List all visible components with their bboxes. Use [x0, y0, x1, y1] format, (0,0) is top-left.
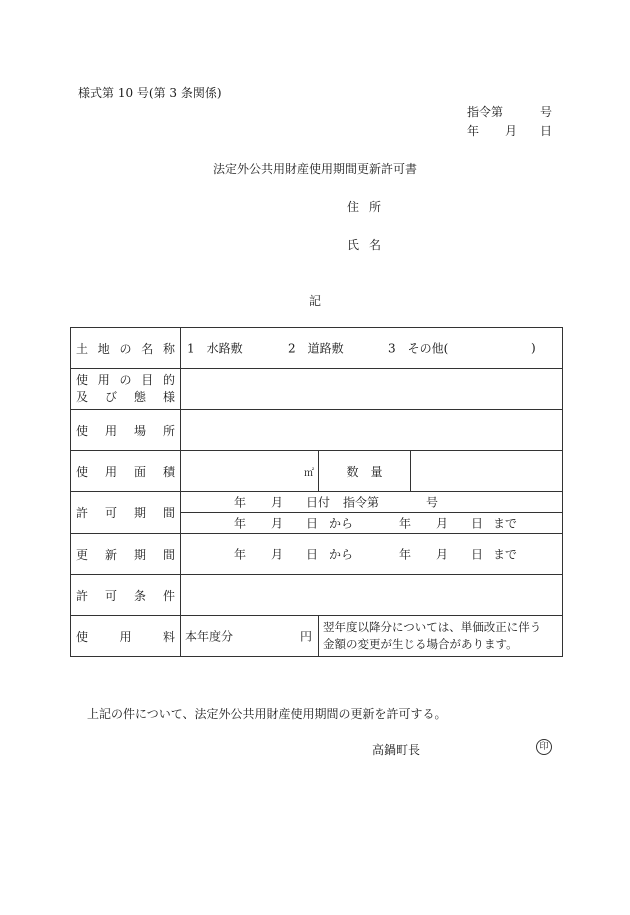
rp-from: から — [329, 547, 354, 562]
renewal-period-label — [76, 546, 175, 563]
land-name-row — [71, 328, 563, 369]
rp-from-month: 月 — [271, 547, 284, 562]
label-char: 所 — [162, 423, 175, 438]
label-char: 名 — [141, 341, 154, 356]
pp-year: 年 — [234, 495, 247, 510]
label-char: 面 — [133, 464, 146, 479]
label-char: 用 — [119, 629, 132, 644]
label-char: 用 — [104, 423, 117, 438]
pp-from: から — [329, 516, 354, 531]
label-char: 使 — [76, 464, 89, 479]
pp-to-month: 月 — [436, 516, 449, 531]
rp-to-month: 月 — [436, 547, 449, 562]
label-char: 件 — [162, 588, 175, 603]
pp-from-day: 日 — [306, 516, 319, 531]
purpose-value — [181, 369, 563, 410]
form-number: 様式第 10 号(第 3 条関係) — [78, 86, 222, 100]
label-char: 料 — [162, 629, 175, 644]
ki-heading: 記 — [309, 294, 322, 308]
rp-until: まで — [493, 547, 518, 562]
rp-from-day: 日 — [306, 547, 319, 562]
name-label: 氏名 — [347, 238, 392, 252]
pp-order: 指令第 — [343, 495, 380, 510]
label-char: 及 — [76, 390, 89, 404]
order-prefix: 指令第 — [467, 105, 504, 119]
label-char: 使 — [76, 373, 89, 387]
conditions-label — [76, 587, 175, 604]
land-name-label — [76, 340, 175, 357]
quantity-value — [411, 451, 563, 492]
land-option-road: 2 道路敷 — [288, 341, 344, 356]
permit-details-table — [70, 327, 563, 657]
rp-to-day: 日 — [471, 547, 484, 562]
land-type-options — [181, 328, 563, 369]
year-label: 年 — [467, 124, 480, 138]
pp-month: 月 — [271, 495, 284, 510]
fee-yen: 円 — [299, 629, 312, 644]
land-option-other: 3 その他( — [388, 341, 449, 356]
area-label — [76, 463, 175, 480]
address-label: 住所 — [347, 200, 392, 214]
label-char: 的 — [162, 373, 175, 387]
renewal-period-row — [71, 534, 563, 575]
location-row — [71, 410, 563, 451]
quantity-label: 数 量 — [319, 451, 411, 492]
fee-this-year — [181, 616, 319, 657]
label-char: 場 — [133, 423, 146, 438]
land-option-waterway: 1 水路敷 — [187, 341, 243, 356]
order-number-line — [467, 103, 553, 120]
order-suffix: 号 — [540, 105, 553, 119]
pp-to-day: 日 — [471, 516, 484, 531]
label-char: 土 — [76, 341, 89, 356]
label-char: 積 — [162, 464, 175, 479]
location-label — [76, 422, 175, 439]
label-char: 使 — [76, 423, 89, 438]
day-label: 日 — [540, 124, 553, 138]
permit-period-range — [181, 513, 563, 534]
label-char: 期 — [133, 547, 146, 562]
label-char: 称 — [162, 341, 175, 356]
pp-from-month: 月 — [271, 516, 284, 531]
fee-note — [319, 616, 563, 657]
label-char: 用 — [97, 373, 110, 387]
pp-from-year: 年 — [234, 516, 247, 531]
label-char: 用 — [104, 464, 117, 479]
permit-period-label — [76, 504, 175, 521]
pp-day: 日付 — [306, 495, 331, 510]
pp-until: まで — [493, 516, 518, 531]
issuer-name: 高鍋町長 — [372, 743, 421, 757]
fee-note-line2: 金額の変更が生じる場合があります。 — [323, 637, 518, 651]
fee-label — [76, 628, 175, 645]
label-char: 使 — [76, 629, 89, 644]
area-row — [71, 451, 563, 492]
label-char: 間 — [162, 506, 175, 520]
document-title: 法定外公共用財産使用期間更新許可書 — [212, 162, 417, 176]
fee-note-line1: 翌年度以降分については、単価改正に伴う — [323, 620, 542, 634]
label-char: 期 — [133, 506, 146, 520]
label-char: 様 — [162, 390, 175, 404]
area-unit: ㎡ — [304, 467, 314, 479]
label-char: 許 — [76, 506, 89, 520]
label-char: 更 — [76, 547, 89, 562]
label-char: 許 — [76, 588, 89, 603]
fee-row — [71, 616, 563, 657]
pp-to-year: 年 — [399, 516, 412, 531]
fee-this-year-label: 本年度分 — [185, 629, 234, 644]
conditions-value — [181, 575, 563, 616]
label-char: 地 — [97, 341, 110, 356]
label-char: 可 — [104, 506, 117, 520]
purpose-row — [71, 369, 563, 410]
label-char: 新 — [104, 547, 117, 562]
label-char: 可 — [104, 588, 117, 603]
renewal-period-range — [181, 534, 563, 575]
label-char: の — [119, 373, 132, 387]
permit-period-row-1 — [71, 492, 563, 513]
month-label: 月 — [505, 124, 518, 138]
closing-statement: 上記の件について、法定外公共用財産使用期間の更新を許可する。 — [87, 707, 447, 721]
area-value — [181, 451, 319, 492]
label-char: 間 — [162, 547, 175, 562]
label-char: の — [119, 341, 132, 356]
seal-mark-icon: 印 — [536, 739, 552, 755]
label-char: 条 — [133, 588, 146, 603]
purpose-label-line1 — [76, 372, 175, 389]
permit-period-date-order — [181, 492, 563, 513]
label-char: 目 — [141, 373, 154, 387]
location-value — [181, 410, 563, 451]
land-option-other-close: ) — [531, 341, 536, 355]
rp-from-year: 年 — [234, 547, 247, 562]
purpose-label-line2 — [76, 389, 175, 406]
label-char: び — [104, 390, 117, 404]
pp-number: 号 — [426, 495, 439, 510]
rp-to-year: 年 — [399, 547, 412, 562]
label-char: 態 — [133, 390, 146, 404]
conditions-row — [71, 575, 563, 616]
